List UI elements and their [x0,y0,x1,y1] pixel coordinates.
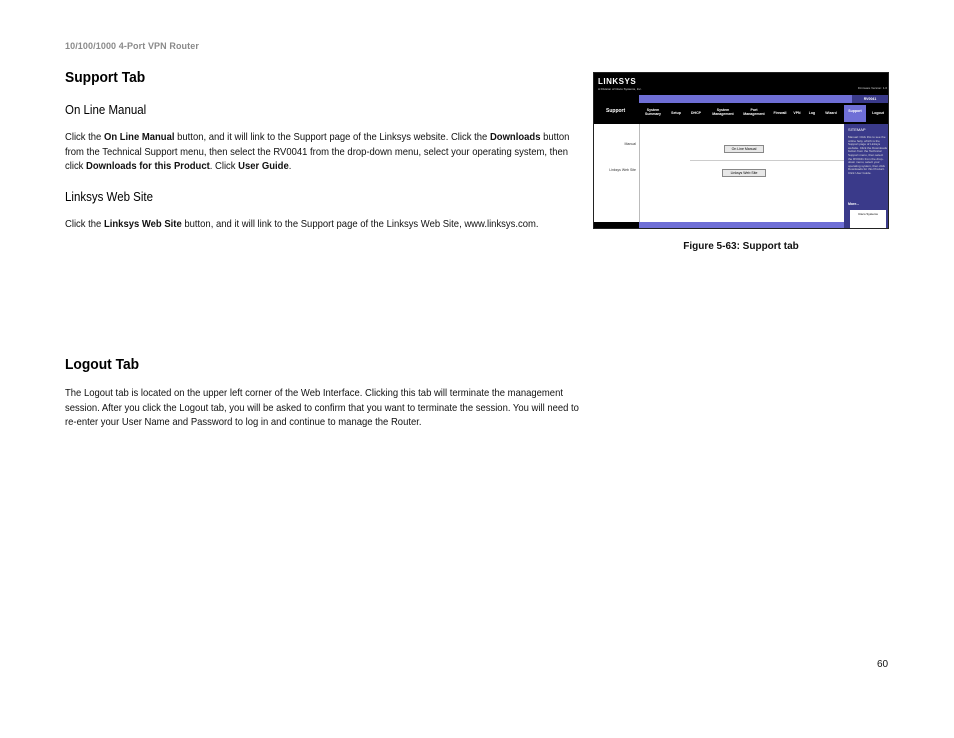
figure-caption: Figure 5-63: Support tab [683,241,799,252]
tab-port-management[interactable]: Port Management [743,108,765,116]
logout-tab-heading: Logout Tab [65,356,140,373]
logo-subtitle: A Division of Cisco Systems, Inc. [598,87,642,91]
tab-log[interactable]: Log [808,111,816,115]
footer-band [639,222,844,229]
tab-system-management[interactable]: System Management [712,108,734,116]
tab-support[interactable]: Support [844,105,866,122]
tab-wizard[interactable]: Wizard [825,111,837,115]
footer-left [594,222,639,229]
tab-firewall[interactable]: Firewall [773,111,787,115]
tab-setup[interactable]: Setup [671,111,681,115]
linksys-web-site-button[interactable]: Linksys Web Site [722,169,766,177]
support-tab-screenshot [593,72,889,229]
firmware-version: Firmware Version: 1.0 [857,86,887,90]
sitemap-help-text: Manual: Click this to see the online help, which is the Support page of Linksys website. Click the Downloads button from the Technical Support menu, then select the RV0041 from the drop-down menu, select your operating system, then click Downloads for this Product. Click User Guide. [848,135,888,175]
support-tab-heading: Support Tab [65,69,146,86]
website-label: Linksys Web Site [609,168,636,172]
figure-nav [594,103,889,124]
tab-dhcp[interactable]: DHCP [691,111,701,115]
figure-label-column [594,124,639,222]
cisco-logo: Cisco Systems [850,210,886,228]
tab-logout[interactable]: Logout [872,111,884,115]
tab-vpn[interactable]: VPN [793,111,801,115]
more-link[interactable]: More... [848,202,860,206]
online-manual-button[interactable]: On Line Manual [724,145,764,153]
online-manual-paragraph: Click the On Line Manual button, and it will link to the Support page of the Linksys website. Click the Downloads button from the Technical Support menu, then select the RV0041 from the drop-down menu, select your operating system, then click Downloads for this Product. Click User Guide. [65,132,570,172]
model-code-box [852,95,888,103]
figure-main [639,124,844,222]
page-number: 60 [877,659,889,670]
manual-label: Manual [624,142,636,146]
sitemap-heading[interactable]: SITEMAP [848,127,866,132]
figure-body [594,124,889,229]
logout-paragraph: The Logout tab is located on the upper left corner of the Web Interface. Clicking this tab will terminate the management session. After you click the Logout tab, you will be asked to confirm that you want to terminate the session. You will need to re-enter your User Name and Password to log in and continue to manage the Router. [65,388,579,428]
tab-system-summary[interactable]: System Summary [645,108,661,116]
sitemap-panel [844,124,889,229]
linksys-web-site-paragraph: Click the Linksys Web Site button, and it will link to the Support page of the Linksys Web Site, www.linksys.com. [65,219,539,230]
section-title: Support [606,108,626,114]
running-header: 10/100/1000 4-Port VPN Router [65,41,199,51]
linksys-logo: LINKSYS [598,77,637,86]
online-manual-subheading: On Line Manual [65,103,147,117]
model-code: RV0041 [863,97,877,101]
linksys-web-site-subheading: Linksys Web Site [65,190,154,204]
figure-header [594,73,889,95]
